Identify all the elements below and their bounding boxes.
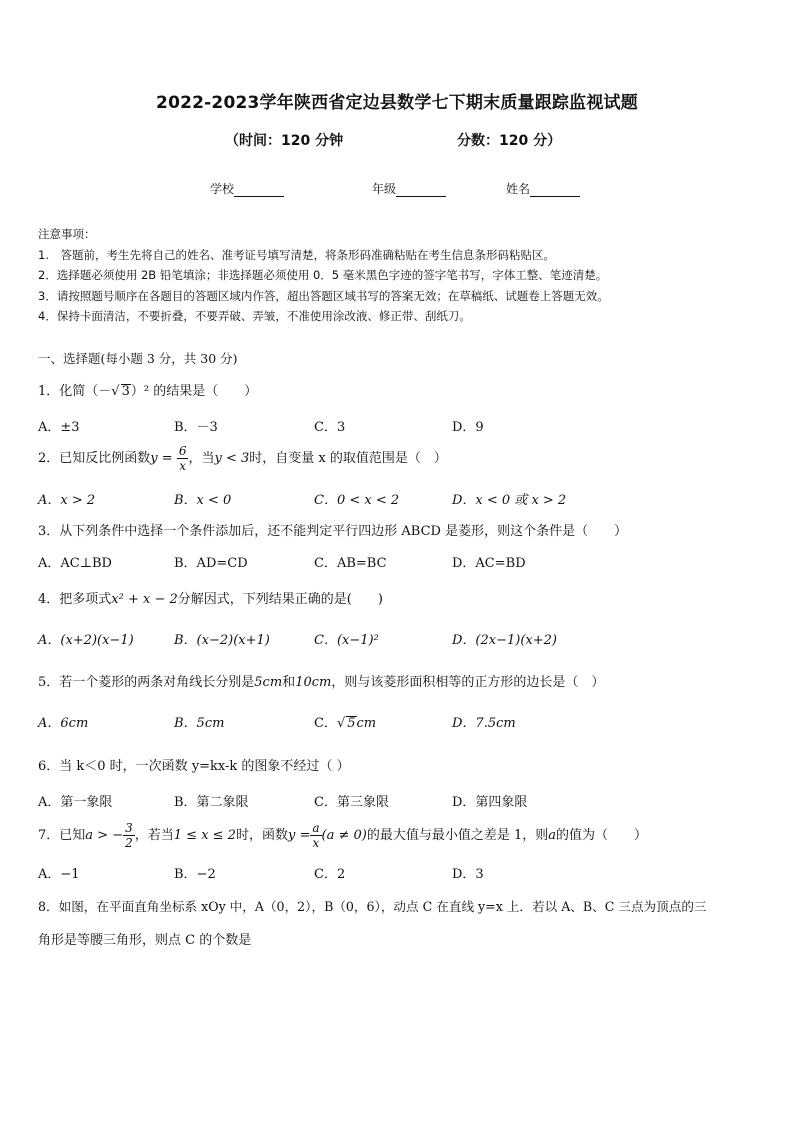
q7-var-a2: a [548,828,557,843]
q7-option-a[interactable]: A．−1 [38,867,80,882]
question-2: 2．已知反比例函数y = $\frac{6}{x}$ ，当y < 3时，自变量 x 的取值范围是（ ） [38,444,447,473]
q2-denominator: x [179,459,187,473]
q4-option-d[interactable]: D．(2x−1)(x+2) [452,633,557,648]
q7-var-a: a [85,828,94,843]
q7-greater-than: > − [93,828,124,843]
q4-option-c[interactable]: C．(x−1)² [314,633,379,648]
q7-option-d[interactable]: D．3 [452,867,484,882]
exam-title: 2022-2023学年陕西省定边县数学七下期末质量跟踪监视试题 [156,93,638,113]
q7-text-mid2: 时，函数 [235,828,288,843]
q7-fraction [123,821,135,850]
q1-radicand: 3 [121,384,130,399]
sqrt-sign: √ [111,384,120,399]
q7-numerator: 3 [125,821,133,835]
time-score-line [225,130,585,152]
instructions-heading: 注意事项： [38,227,96,241]
q7-text-post: 的最大值与最小值之差是 1，则 [366,828,549,843]
instruction-item: 1. 答题前，考生先将自己的姓名、准考证号填写清楚，将条形码准确粘贴在考生信息条形码粘贴区。 [38,247,555,262]
q2-text-post: 时，自变量 x 的取值范围是（ ） [249,451,447,466]
q7-function-y: y = [287,828,311,843]
school-blank[interactable] [234,183,284,197]
q6-option-d[interactable]: D．第四象限 [452,795,528,810]
q1-option-c[interactable]: C．3 [314,420,346,435]
q6-option-c[interactable]: C．第三象限 [314,795,389,810]
q7-text-mid: ，若当 [134,828,174,843]
name-field[interactable] [506,180,580,197]
q5-length-b: 10cm [295,675,332,690]
q7-option-b[interactable]: B．−2 [174,867,216,882]
q1-option-d[interactable]: D．9 [452,420,484,435]
q7-function-condition: (a ≠ 0) [321,828,367,843]
q5-option-b[interactable]: B．5cm [174,716,225,731]
q6-option-b[interactable]: B．第二象限 [174,795,249,810]
q2-option-c[interactable]: C．0 < x < 2 [314,493,400,508]
q6-option-a[interactable]: A．第一象限 [38,795,113,810]
q5-option-c-unit: cm [356,716,377,731]
q2-text-pre: 2．已知反比例函数 [38,451,151,466]
question-3: 3．从下列条件中选择一个条件添加后，还不能判定平行四边形 ABCD 是菱形，则这个条件是（ ） [38,524,628,539]
question-4 [38,588,383,607]
q4-option-b[interactable]: B．(x−2)(x+1) [174,633,270,648]
q1-text-post: ）² 的结果是（ ） [130,384,258,399]
q7-text-post2: 的值为（ ） [556,828,648,843]
q2-option-b[interactable]: B．x < 0 [174,493,232,508]
q7-condition: 1 ≤ x ≤ 2 [173,828,236,843]
question-7 [38,821,647,850]
instructions [38,224,758,327]
q5-text-post: ，则与该菱形面积相等的正方形的边长是（ ） [331,675,605,690]
instruction-item: 4．保持卡面清洁，不要折叠，不要弄破、弄皱，不准使用涂改液、修正带、刮纸刀。 [38,309,471,323]
q2-text-mid: ，当 [188,451,215,466]
section-heading: 一、选择题(每小题 3 分，共 30 分) [38,351,238,366]
instruction-item: 2．选择题必须使用 2B 铅笔填涂；非选择题必须使用 0．5 毫米黑色字迹的签字笔书写，字体工整、笔迹清楚。 [38,268,608,282]
q5-option-c-letter: C． [314,716,337,731]
q5-option-a[interactable]: A．6cm [38,716,89,731]
name-blank[interactable] [530,183,580,197]
student-info-fields [0,180,794,200]
school-field[interactable] [210,180,284,197]
grade-field[interactable] [372,180,446,197]
q4-text-pre: 4．把多项式 [38,592,112,607]
q4-expression: x² + x − 2 [111,592,178,607]
q3-option-d[interactable]: D．AC=BD [452,556,526,571]
q3-option-b[interactable]: B．AD=CD [174,556,248,571]
q2-var-y: y [150,451,158,466]
score-label: 分数：120 分） [457,133,562,149]
q7-option-c[interactable]: C．2 [314,867,346,882]
q5-option-c[interactable] [314,712,376,731]
q7-denominator: 2 [125,836,133,850]
q1-option-a[interactable]: A．±3 [38,420,80,435]
school-label: 学校 [210,182,235,196]
q5-length-a: 5cm [254,675,283,690]
q7-function-numerator: a [312,821,320,835]
q4-text-post: 分解因式，下列结果正确的是( ) [177,592,383,607]
q5-text-and: 和 [282,675,296,690]
question-6: 6．当 k＜0 时，一次函数 y=kx-k 的图象不经过（ ） [38,759,350,774]
question-8-line-2: 角形是等腰三角形，则点 C 的个数是 [38,933,252,948]
q2-fraction [177,444,189,473]
instruction-item: 3．请按照题号顺序在各题目的答题区域内作答，超出答题区域书写的答案无效；在草稿纸、试题卷上答题无效。 [38,288,609,303]
q2-option-a[interactable]: A．x > 2 [38,493,96,508]
sqrt-sign: √ [336,716,346,731]
question-1 [38,380,257,399]
time-label: （时间：120 分钟 [225,133,344,149]
grade-blank[interactable] [396,183,446,197]
q7-text-pre: 7．已知 [38,828,86,843]
q5-text-pre: 5．若一个菱形的两条对角线长分别是 [38,675,255,690]
q2-option-d[interactable]: D．x < 0 或 x > 2 [452,493,567,508]
q5-option-c-radicand: 5 [347,716,356,731]
q7-function-fraction [310,821,321,850]
question-8-line-1: 8．如图，在平面直角坐标系 xOy 中，A（0，2），B（0，6），动点 C 在直线 y=x 上．若以 A、B、C 三点为顶点的三 [38,899,707,914]
q3-option-a[interactable]: A．AC⊥BD [38,556,112,571]
question-5 [38,671,604,690]
q7-function-denominator: x [312,836,320,850]
grade-label: 年级 [372,182,397,196]
q1-text-pre: 1．化简（－ [38,384,112,399]
q4-option-a[interactable]: A．(x+2)(x−1) [38,633,134,648]
q2-condition: y < 3 [214,451,250,466]
q1-option-b[interactable]: B．－3 [174,420,218,435]
q3-option-c[interactable]: C．AB=BC [314,556,387,571]
q5-option-d[interactable]: D．7.5cm [452,716,516,731]
name-label: 姓名 [506,182,531,196]
q2-numerator: 6 [178,444,187,458]
